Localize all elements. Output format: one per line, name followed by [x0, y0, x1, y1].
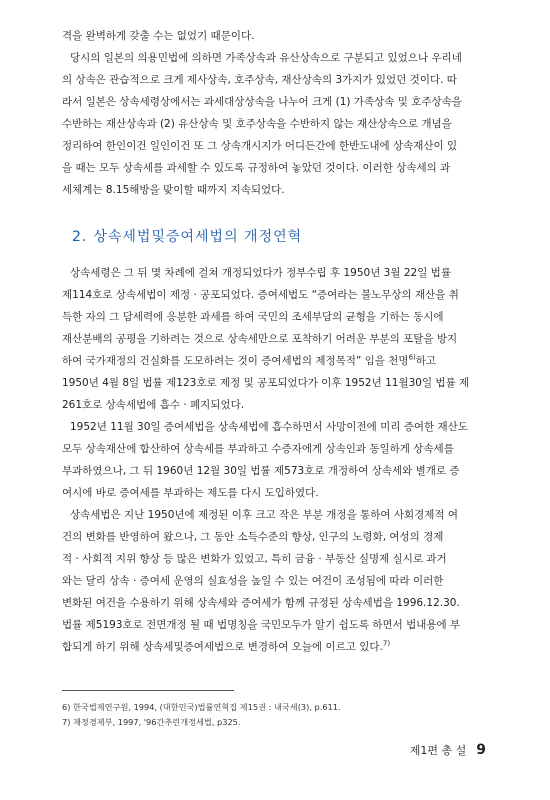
text-line: 제114호로 상속세법이 제정 · 공포되었다. 증여세법도 “증여라는 불노무상의 재산을 취	[62, 289, 459, 301]
text-line: 수반하는 재산상속과 (2) 유산상속 및 호주상속을 수반하지 않는 재산상속으로 개념을	[62, 118, 452, 130]
page-number: 9	[476, 742, 486, 758]
text-line: 모두 상속재산에 합산하여 상속세를 부과하고 수증자에게 상속인과 동일하게 상속세를	[62, 443, 454, 455]
text-line: 여시에 바로 증여세를 부과하는 제도를 다시 도입하였다.	[62, 487, 319, 499]
text-fragment: 하고	[415, 355, 437, 367]
footnotes	[62, 700, 488, 730]
text-line: 득한 자의 그 담세력에 응분한 과세를 하여 국민의 조세부담의 균형을 기하는 동시에	[62, 311, 444, 323]
footnote: 6) 한국법제연구원, 1994, (대한민국)법률연혁집 제15권 : 내국세(3), p.611.	[62, 702, 341, 712]
text-line: 정리하여 한인이건 일인이건 또 그 상속개시지가 어디든간에 한반도내에 상속재산이 있	[62, 140, 458, 152]
text-line: 재산분배의 공평을 기하려는 것으로 상속세만으로 포착하기 어려운 부분의 포탈을 방지	[62, 333, 458, 345]
footnote: 7) 재정경제부, 1997, '96간추린개정세법, p325.	[62, 717, 241, 727]
text-line: 1952년 11월 30일 증여세법을 상속세법에 흡수하면서 사망이전에 미리 증여한 재산도	[70, 421, 468, 433]
text-line: 상속세법은 지난 1950년에 제정된 이후 크고 작은 부분 개정을 통하여 사회경제적 여	[70, 509, 459, 521]
text-line: 법률 제5193호로 전면개정 될 때 법명칭을 국민모두가 알기 쉽도록 하면서 법내용에 부	[62, 619, 461, 631]
paragraph-1	[62, 25, 488, 47]
section-heading	[72, 226, 302, 246]
text-line: 와는 달리 상속 · 증여세 운영의 실효성을 높일 수 있는 여건이 조성됨에 따라 이러한	[62, 575, 444, 587]
paragraph-4	[62, 416, 488, 504]
text-line: 합되게 하기 위해 상속세및증여세법으로 변경하여 오늘에 이르고 있다.$^{7)}$	[62, 639, 391, 653]
footnote-ref: 6)	[408, 353, 416, 362]
paragraph-5-text	[62, 504, 488, 658]
text-line: 부과하였으나, 그 뒤 1960년 12월 30일 법률 제573호로 개정하여 상속세와 별개로 증	[62, 465, 460, 477]
text-line: 을 때는 모두 상속세를 과세할 수 있도록 규정하여 놓았던 것이다. 이러한 상속세의 과	[62, 162, 451, 174]
text-line: 격을 완벽하게 갖출 수는 없었기 때문이다.	[62, 30, 255, 42]
text-line: 상속세령은 그 뒤 몇 차례에 걸쳐 개정되었다가 정부수립 후 1950년 3월 22일 법률	[70, 267, 451, 279]
text-line: 하여 국가재정의 건실화를 도모하려는 것이 증여세법의 제정목적” 임을 천명$^{6)}$하고	[62, 353, 437, 367]
text-line: 당시의 일본의 의용민법에 의하면 가족상속과 유산상속으로 구분되고 있었으나 우리네	[70, 52, 462, 64]
text-line: 라서 일본은 상속세령상에서는 과세대상상속을 나누어 크게 (1) 가족상속 및 호주상속을	[62, 96, 462, 108]
section-title: 상속세법및증여세법의 개정연혁	[93, 229, 303, 245]
text-line: 변화된 여건을 수용하기 위해 상속세와 증여세가 함께 규정된 상속세법을 1996.12.30.	[62, 597, 460, 609]
footer-section-label: 제1편 총 설	[409, 744, 467, 757]
text-line: 1950년 4월 8일 법률 제123호로 제정 및 공포되었다가 이후 1952년 11월30일 법률 제	[62, 377, 470, 389]
text-line: 건의 변화를 반영하여 왔으나, 그 동안 소득수준의 향상, 인구의 노령화, 여성의 경제	[62, 531, 444, 543]
text-line: 적 · 사회적 지위 향상 등 많은 변화가 있었고, 특히 금융 · 부동산 실명제 실시로 과거	[62, 553, 447, 565]
paragraph-5	[62, 504, 488, 658]
text-line: 의 상속은 관습적으로 크게 제사상속, 호주상속, 재산상속의 3가지가 있었던 것이다. 따	[62, 74, 457, 86]
section-number: 2.	[72, 229, 88, 245]
paragraph-2-text	[62, 47, 488, 201]
paragraph-1-text	[62, 25, 488, 47]
page-footer	[410, 742, 486, 758]
footnote-ref: 7)	[382, 639, 391, 648]
footnote-divider	[62, 690, 234, 691]
paragraph-2	[62, 47, 488, 201]
text-line: 261호로 상속세법에 흡수 · 폐지되었다.	[62, 399, 245, 411]
paragraph-3	[62, 262, 488, 416]
paragraph-3-text	[62, 262, 488, 416]
paragraph-4-text	[62, 416, 488, 504]
text-line: 세체계는 8.15해방을 맞이할 때까지 지속되었다.	[62, 184, 285, 196]
